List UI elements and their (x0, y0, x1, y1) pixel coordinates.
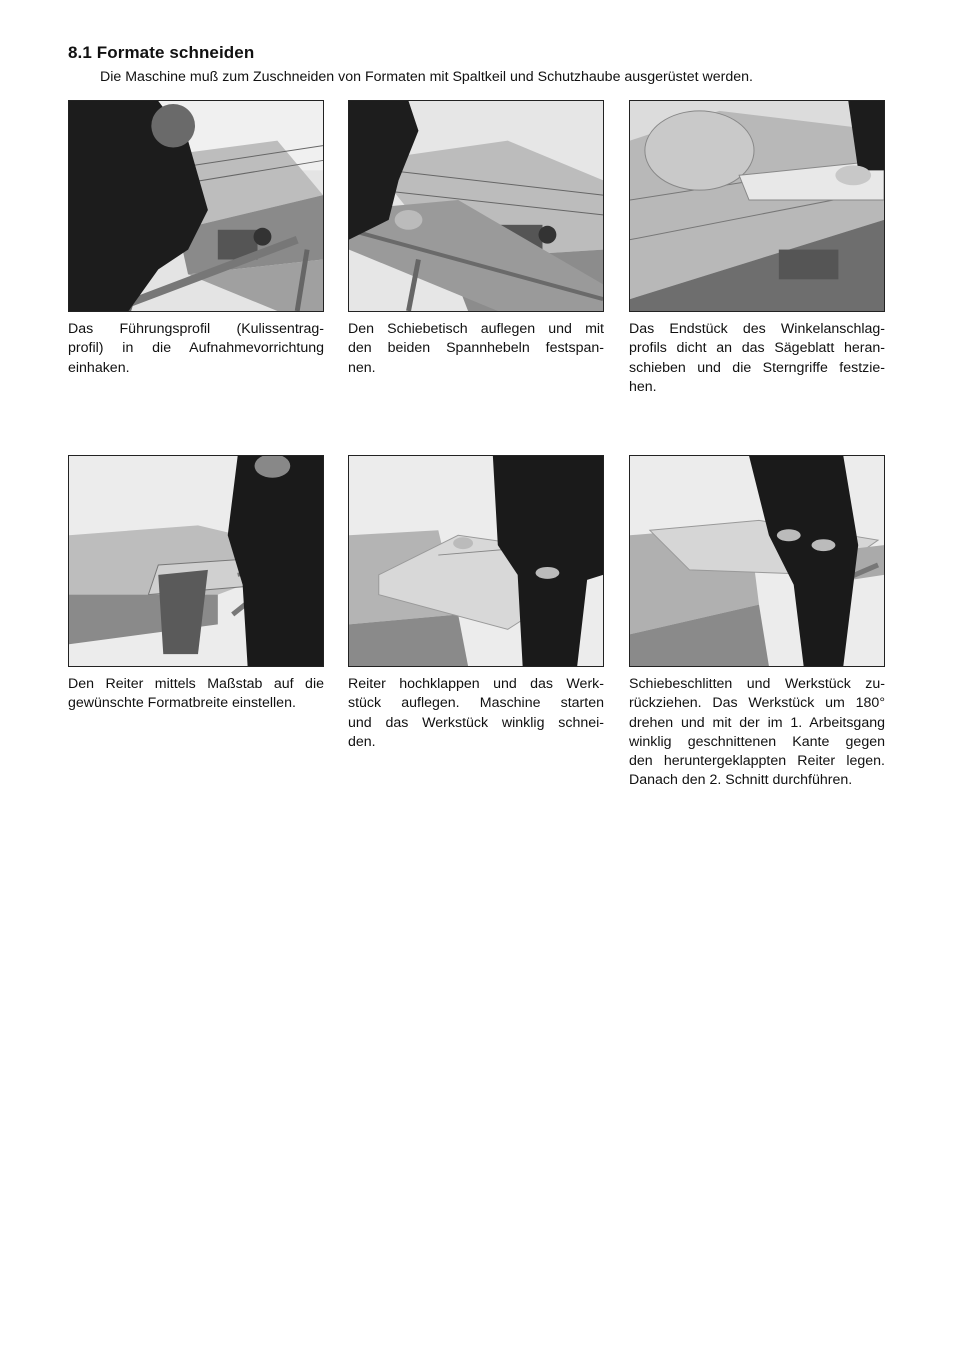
photo-step-2 (348, 100, 604, 312)
step-3-line-3: schieben und die Sterngriffe festzie- (629, 359, 885, 376)
step-6-line-1: Schiebeschlitten und Werkstück zu- (629, 676, 885, 692)
step-1-line-3: einhaken. (68, 359, 130, 376)
photo-step-6 (629, 455, 885, 667)
step-6-line-2: rückziehen. Das Werkstück um 180° (629, 695, 885, 712)
section-heading: 8.1 Formate schneiden (68, 43, 255, 62)
step-1-line-2: profil) in die Aufnahmevorrichtung (68, 340, 324, 357)
step-1-line-1: Das Führungsprofil (Kulissentrag- (68, 321, 324, 337)
step-6-line-6: Danach den 2. Schnitt durchführen. (629, 772, 853, 789)
step-5-line-4: den. (348, 733, 376, 750)
step-3-line-2: profils dicht an das Sägeblatt heran- (629, 340, 885, 357)
step-5-caption (348, 675, 604, 752)
step-5-line-2: stück auflegen. Maschine starten (348, 695, 604, 712)
photo-step-1 (68, 100, 324, 312)
photo-step-4 (68, 455, 324, 667)
step-6-line-5: den heruntergeklappten Reiter legen. (629, 753, 885, 770)
step-5-line-3: und das Werkstück winklig schnei- (348, 714, 604, 731)
step-6-line-3: drehen und mit der im 1. Arbeitsgang (629, 714, 885, 731)
photo-step-5 (348, 455, 604, 667)
step-4-line-2: gewünschte Formatbreite einstellen. (68, 695, 296, 712)
step-4-caption (68, 675, 324, 714)
step-3-line-1: Das Endstück des Winkelanschlag- (629, 321, 885, 337)
step-2-line-3: nen. (348, 359, 376, 376)
step-1-caption (68, 320, 324, 378)
step-5-line-1: Reiter hochklappen und das Werk- (348, 676, 604, 692)
step-4-line-1: Den Reiter mittels Maßstab auf die (68, 676, 324, 692)
step-6-caption (629, 675, 885, 791)
photo-step-3 (629, 100, 885, 312)
step-6-line-4: winklig geschnittenen Kante gegen (629, 733, 885, 750)
step-3-line-4: hen. (629, 378, 657, 395)
section-intro: Die Maschine muß zum Zuschneiden von Formaten mit Spaltkeil und Schutzhaube ausgerüstet werden. (100, 69, 753, 85)
step-2-line-1: Den Schiebetisch auflegen und mit (348, 321, 604, 337)
step-2-caption (348, 320, 604, 378)
step-3-caption (629, 320, 885, 397)
step-2-line-2: den beiden Spannhebeln festspan- (348, 340, 604, 357)
